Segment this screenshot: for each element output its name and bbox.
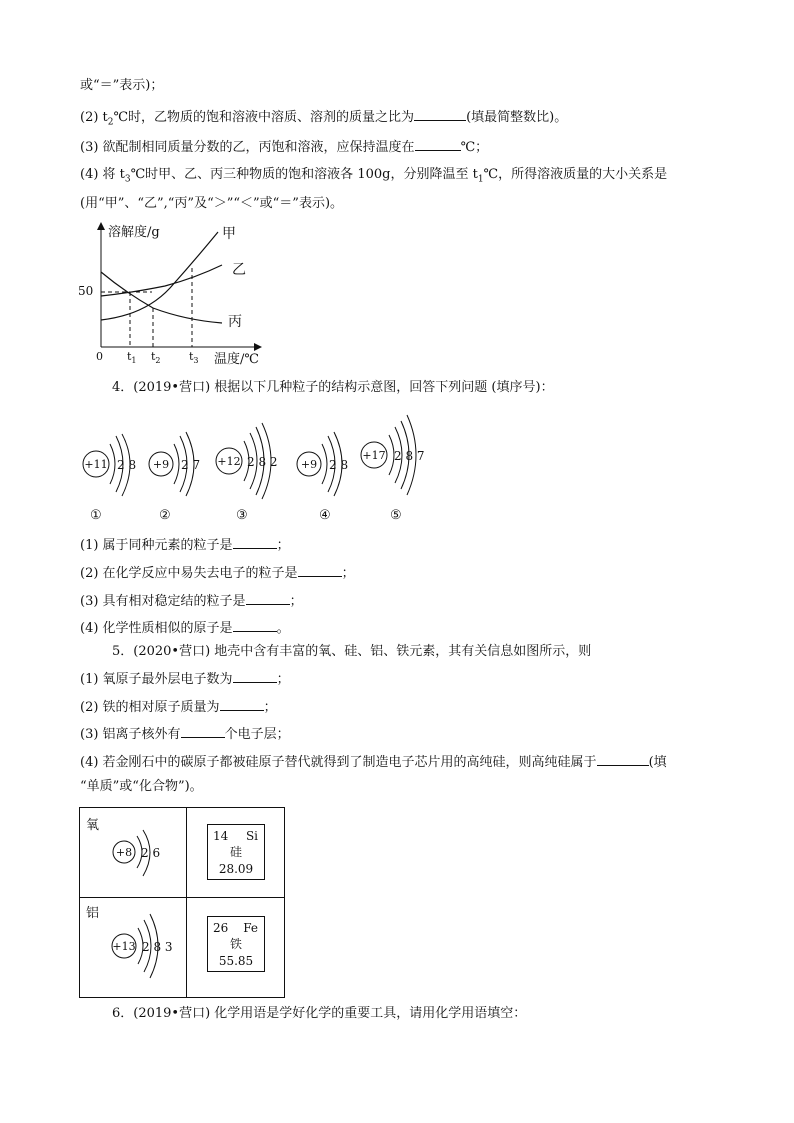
particle-3-shells: 2 8 2 xyxy=(247,455,278,469)
q4-sub3: (3) 具有相对稳定结的粒子是 ； xyxy=(80,590,303,612)
particle-1-label: ① xyxy=(90,508,102,523)
q4-sub2: (2) 在化学反应中易失去电子的粒子是 ； xyxy=(80,562,355,584)
element-info-table xyxy=(79,807,285,998)
label-jia: 甲 xyxy=(222,226,236,242)
origin-label: 0 xyxy=(96,350,103,363)
q4-sub1: (1) 属于同种元素的粒子是 ； xyxy=(80,534,290,556)
x-tick-t3: $t_3$ xyxy=(189,350,199,365)
q5-header: 5．(2020•营口) 地壳中含有丰富的氧、硅、铝、铁元素，其有关信息如图所示，则 xyxy=(112,644,592,659)
q3-sub4: (4) 将 $t_3℃$时甲、乙、丙三种物质的饱和溶液各 100g，分别降温至 $t_1℃$，所得溶液质量的大小关系是 xyxy=(80,167,668,185)
y-tick-50: 50 xyxy=(78,284,94,298)
x-tick-t1: $t_1$ xyxy=(127,350,137,365)
particle-3-label: ③ xyxy=(236,508,248,523)
silicon-number: 14 xyxy=(213,829,229,843)
particle-4-label: ④ xyxy=(319,508,331,523)
q5-sub1: (1) 氧原子最外层电子数为 ； xyxy=(80,668,290,690)
x-tick-t2: $t_2$ xyxy=(151,350,161,365)
particle-2-label: ② xyxy=(159,508,171,523)
aluminum-structure-diagram xyxy=(106,906,186,984)
q3-continuation-line: 或“＝”表示)； xyxy=(80,78,164,93)
answer-blank[interactable] xyxy=(233,534,277,549)
q6-header: 6．(2019•营口) 化学用语是学好化学的重要工具，请用化学用语填空： xyxy=(112,1006,527,1021)
particle-1-nucleus: +11 xyxy=(84,458,108,471)
curve-yi xyxy=(101,265,222,296)
x-axis-label: 温度/℃ xyxy=(214,352,259,367)
oxygen-label: 氧 xyxy=(86,818,100,833)
q5-sub2: (2) 铁的相对原子质量为 ； xyxy=(80,696,277,718)
answer-blank[interactable] xyxy=(415,136,461,151)
oxygen-structure-diagram xyxy=(106,826,180,888)
particle-2-shells: 2 7 xyxy=(181,458,201,472)
particle-2-nucleus: +9 xyxy=(152,458,170,471)
answer-blank[interactable] xyxy=(233,617,277,632)
iron-card xyxy=(207,916,265,972)
silicon-symbol: Si xyxy=(245,829,258,843)
answer-blank[interactable] xyxy=(181,723,225,738)
answer-blank[interactable] xyxy=(414,106,466,121)
particle-4-shells: 2 8 xyxy=(329,458,349,472)
aluminum-shells: 2 8 3 xyxy=(142,940,173,954)
answer-blank[interactable] xyxy=(298,562,342,577)
answer-blank[interactable] xyxy=(233,668,277,683)
y-axis-label: 溶解度/g xyxy=(108,225,160,240)
q3-sub4-line2: (用“甲”、“乙”,“丙”及“＞”“＜”或“＝”表示)。 xyxy=(80,196,344,211)
q5-sub4-line2: “单质”或“化合物”)。 xyxy=(80,779,203,794)
answer-blank[interactable] xyxy=(597,751,649,766)
iron-symbol: Fe xyxy=(243,921,258,935)
q3-sub2: (2) $t_2℃$时，乙物质的饱和溶液中溶质、溶剂的质量之比为 (填最简整数比)。 xyxy=(80,106,567,133)
iron-name: 铁 xyxy=(229,937,242,951)
answer-blank[interactable] xyxy=(246,590,290,605)
iron-number: 26 xyxy=(213,921,229,935)
silicon-mass: 28.09 xyxy=(218,862,254,876)
q4-particle-diagrams xyxy=(76,404,446,524)
table-divider-vertical xyxy=(186,808,187,997)
particle-1-shells: 2 8 xyxy=(117,458,137,472)
q5-sub3: (3) 铝离子核外有 个电子层； xyxy=(80,723,290,745)
oxygen-nucleus: +8 xyxy=(115,846,133,859)
particle-5-label: ⑤ xyxy=(390,508,402,523)
label-yi: 乙 xyxy=(232,262,246,278)
curve-jia xyxy=(101,232,218,320)
particle-5-shells: 2 8 7 xyxy=(394,449,425,463)
q4-sub4: (4) 化学性质相似的原子是 。 xyxy=(80,617,290,639)
iron-mass: 55.85 xyxy=(218,954,254,968)
aluminum-nucleus: +13 xyxy=(112,940,136,953)
q3-sub3: (3) 欲配制相同质量分数的乙，丙饱和溶液，应保持温度在 ℃； xyxy=(80,136,488,158)
table-divider-horizontal xyxy=(80,897,284,898)
answer-blank[interactable] xyxy=(220,696,264,711)
particle-4-nucleus: +9 xyxy=(300,458,318,471)
silicon-card xyxy=(207,824,265,880)
curve-bing xyxy=(101,272,222,323)
q5-sub4: (4) 若金刚石中的碳原子都被硅原子替代就得到了制造电子芯片用的高纯硅，则高纯硅属于 (填 xyxy=(80,751,667,773)
oxygen-shells: 2 6 xyxy=(141,846,161,860)
q4-header: 4．(2019•营口) 根据以下几种粒子的结构示意图，回答下列问题 (填序号)： xyxy=(112,380,554,395)
particle-5-nucleus: +17 xyxy=(362,449,386,462)
label-bing: 丙 xyxy=(228,314,242,330)
solubility-chart xyxy=(70,220,270,370)
particle-3-nucleus: +12 xyxy=(217,455,241,468)
silicon-name: 硅 xyxy=(229,845,242,859)
aluminum-label: 铝 xyxy=(86,906,100,921)
